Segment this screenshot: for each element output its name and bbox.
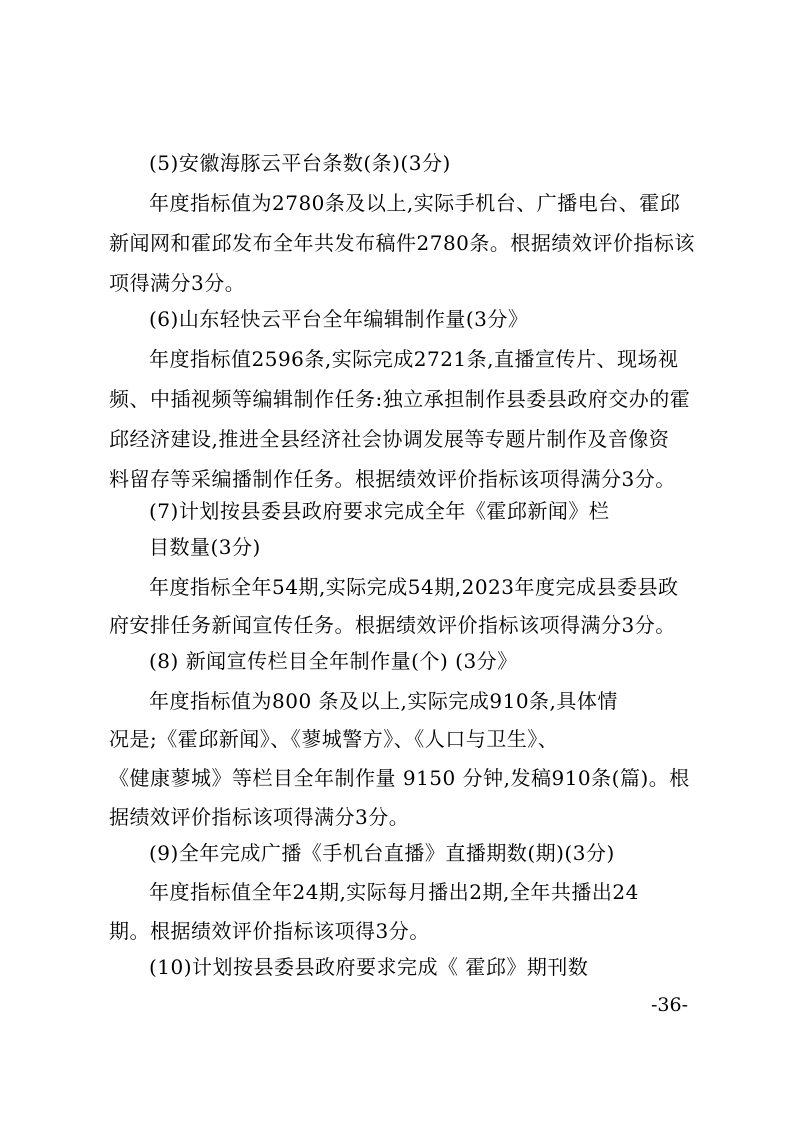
- paragraph-line: 《健康蓼城》等栏目全年制作量 9150 分钟,发稿910条(篇)。根: [109, 766, 690, 790]
- page-number: -36-: [651, 994, 689, 1016]
- paragraph-line: 邱经济建设,推进全县经济社会协调发展等专题片制作及音像资: [109, 427, 670, 451]
- paragraph-line: 频、中插视频等编辑制作任务:独立承担制作县委县政府交办的霍: [109, 387, 691, 411]
- paragraph-line: 年度指标值全年24期,实际每月播出2期,全年共播出24: [149, 880, 639, 904]
- paragraph-line: 年度指标值为2780条及以上,实际手机台、广播电台、霍邱: [149, 191, 681, 215]
- paragraph-line: 年度指标值2596条,实际完成2721条,直播宣传片、现场视: [149, 347, 679, 371]
- heading-item-5: (5)安徽海豚云平台条数(条)(3分): [149, 151, 451, 175]
- heading-item-10: (10)计划按县委县政府要求完成《 霍邱》期刊数: [149, 955, 589, 979]
- heading-item-9: (9)全年完成广播《手机台直播》直播期数(期)(3分): [149, 841, 615, 865]
- paragraph-line: 新闻网和霍邱发布全年共发布稿件2780条。根据绩效评价指标该: [109, 231, 695, 255]
- paragraph-line: 期。根据绩效评价指标该项得3分。: [109, 919, 430, 943]
- paragraph-line: 料留存等采编播制作任务。根据绩效评价指标该项得满分3分。: [109, 467, 676, 491]
- paragraph-line: 项得满分3分。: [109, 271, 246, 295]
- paragraph-line: 年度指标值为800 条及以上,实际完成910条,具体情: [149, 689, 618, 713]
- heading-item-7-continued: 目数量(3分): [149, 535, 261, 559]
- paragraph-line: 年度指标全年54期,实际完成54期,2023年度完成县委县政: [149, 575, 679, 599]
- paragraph-line: 府安排任务新闻宣传任务。根据绩效评价指标该项得满分3分。: [109, 613, 676, 637]
- heading-item-7: (7)计划按县委县政府要求完成全年《霍邱新闻》栏: [149, 499, 610, 523]
- heading-item-6: (6)山东轻快云平台全年编辑制作量(3分》: [149, 307, 529, 331]
- paragraph-line: 据绩效评价指标该项得满分3分。: [109, 805, 410, 829]
- heading-item-8: (8) 新闻宣传栏目全年制作量(个) (3分》: [149, 649, 518, 673]
- paragraph-line: 况是;《霍邱新闻》、《蓼城警方》、《人口与卫生》、: [109, 727, 559, 751]
